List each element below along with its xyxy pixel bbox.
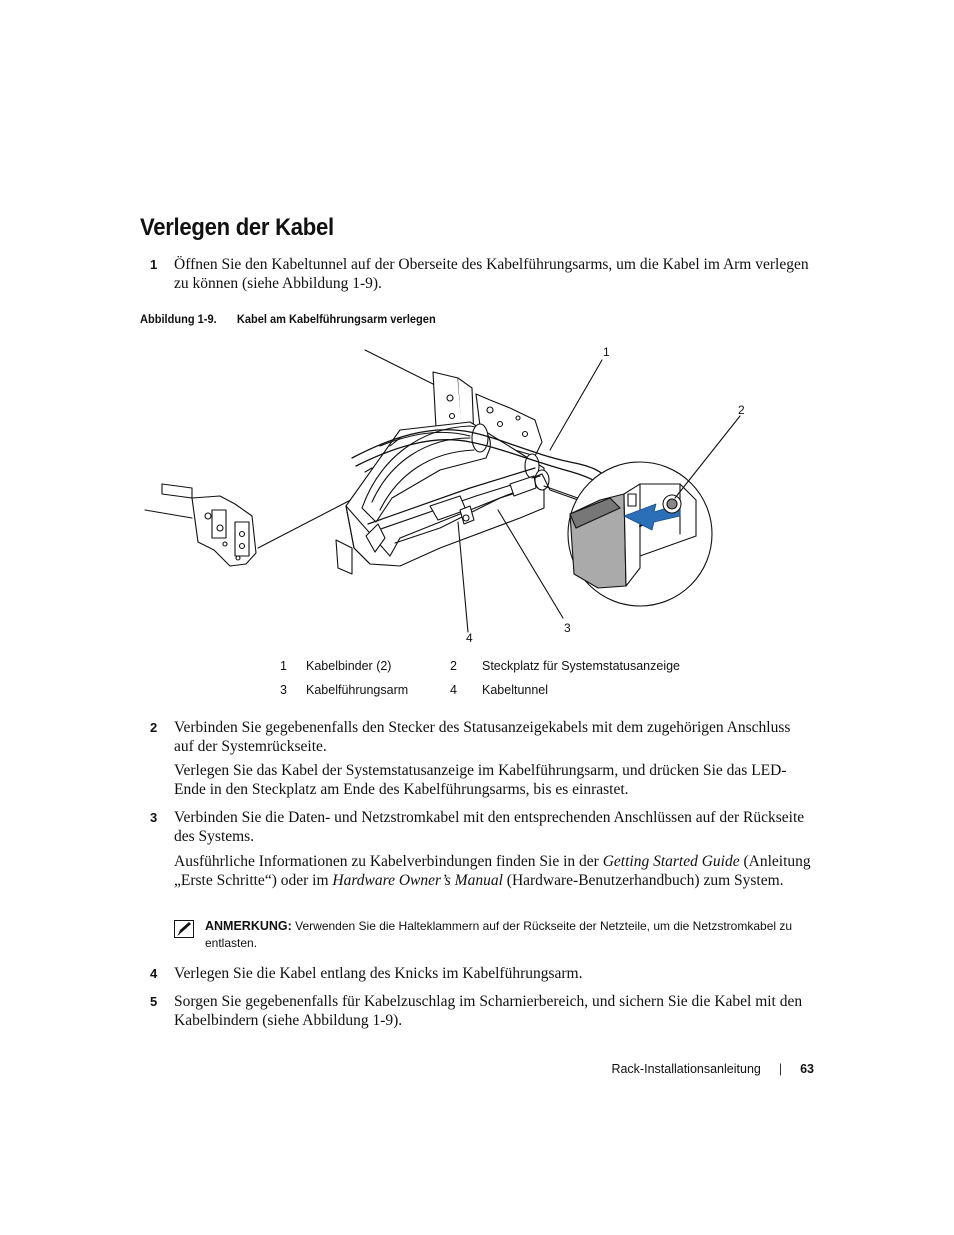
- note-label: ANMERKUNG:: [205, 919, 292, 933]
- step-number: 2: [150, 720, 158, 735]
- step-3-paragraph: [174, 853, 814, 890]
- step-3: [150, 809, 812, 846]
- figure-caption-text: Kabel am Kabelführungsarm verlegen: [236, 312, 436, 326]
- legend-number: 2: [450, 659, 457, 673]
- step-number: 4: [150, 966, 158, 981]
- legend-label: Kabelbinder (2): [306, 659, 392, 673]
- callout-1: 1: [603, 345, 610, 359]
- footer-separator: |: [778, 1062, 783, 1076]
- text-run: Ausführliche Informationen zu Kabelverbindungen finden Sie in der: [174, 853, 603, 870]
- page-title: Verlegen der Kabel: [140, 214, 334, 241]
- text-run: (Hardware-Benutzerhandbuch) zum System.: [502, 871, 784, 889]
- step-number: 1: [150, 257, 158, 272]
- figure-legend: [270, 656, 710, 704]
- page-footer: [611, 1062, 814, 1076]
- step-4: [150, 965, 812, 984]
- manual-title: Hardware Owner’s Manual: [332, 871, 503, 889]
- cable-management-arm-illustration: [140, 338, 812, 650]
- legend-row: [270, 656, 710, 680]
- step-2-paragraph: Verlegen Sie das Kabel der Systemstatusanzeige im Kabelführungsarm, und drücken Sie das LED-Ende in den Steckplatz am Ende des Kabelführungsarms, bis es einrastet.: [174, 762, 787, 798]
- figure-caption-label: Abbildung 1-9.: [140, 312, 217, 326]
- step-text: Verlegen Sie die Kabel entlang des Knicks im Kabelführungsarm.: [174, 965, 583, 982]
- legend-number: 4: [450, 683, 457, 697]
- step-text: Verbinden Sie gegebenenfalls den Stecker des Statusanzeigekabels mit dem zugehörigen Anschluss auf der Systemrückseite.: [174, 719, 791, 755]
- step-number: 3: [150, 810, 158, 825]
- step-text: Öffnen Sie den Kabeltunnel auf der Oberseite des Kabelführungsarms, um die Kabel im Arm verlegen zu können (siehe Abbildung 1-9).: [174, 256, 809, 292]
- note-box: [174, 918, 814, 952]
- callout-4: 4: [466, 631, 473, 645]
- footer-doc-title: Rack-Installationsanleitung: [611, 1062, 761, 1076]
- callout-3: 3: [564, 621, 571, 635]
- legend-number: 1: [280, 659, 287, 673]
- callout-2: 2: [738, 403, 745, 417]
- step-text: Sorgen Sie gegebenenfalls für Kabelzuschlag im Scharnierbereich, und sichern Sie die Kabel mit den Kabelbindern (siehe Abbildung 1-9).: [174, 993, 803, 1029]
- step-number: 5: [150, 994, 158, 1009]
- legend-label: Steckplatz für Systemstatusanzeige: [482, 659, 681, 673]
- legend-label: Kabeltunnel: [482, 683, 549, 697]
- figure-caption: [140, 312, 436, 326]
- note-text: [205, 918, 814, 952]
- step-5: [150, 993, 812, 1030]
- legend-row: [270, 680, 710, 704]
- note-pencil-icon: [174, 920, 194, 938]
- page-number: 63: [800, 1062, 814, 1076]
- legend-number: 3: [280, 683, 287, 697]
- note-body: Verwenden Sie die Halteklammern auf der Rückseite der Netzteile, um die Netzstromkabel zu entlasten.: [205, 919, 793, 950]
- step-2: [150, 719, 812, 756]
- step-text: Verbinden Sie die Daten- und Netzstromkabel mit den entsprechenden Anschlüssen auf der Rückseite des Systems.: [174, 809, 805, 845]
- guide-title: Getting Started Guide: [602, 853, 740, 870]
- text-run: (Anleitung „Erste Schritte“) oder im: [174, 853, 811, 889]
- step-1: [150, 256, 812, 293]
- legend-label: Kabelführungsarm: [306, 683, 409, 697]
